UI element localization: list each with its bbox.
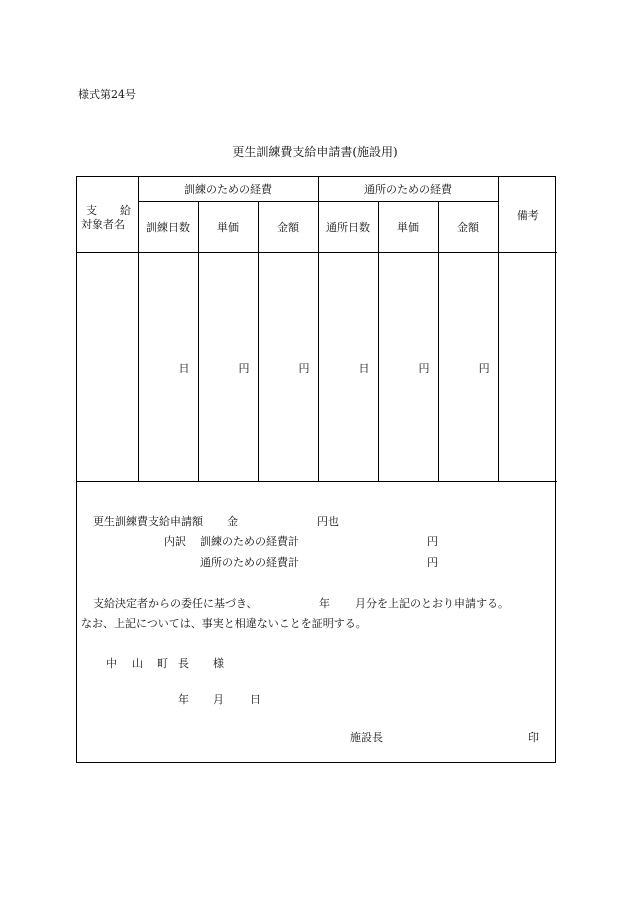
training-days-cell[interactable]: 日 <box>138 253 198 482</box>
training-unit-price-header: 単価 <box>198 202 258 253</box>
application-form <box>76 176 556 763</box>
addressee-char-1: 中 <box>106 657 117 670</box>
recipient-header-char-1: 支 <box>86 203 97 217</box>
training-amount-header: 金額 <box>258 202 318 253</box>
declaration-year: 年 <box>319 597 330 610</box>
declaration-line1-a: 支給決定者からの委任に基づき、 <box>93 597 258 610</box>
declaration-line1-b: 月分を上記のとおり申請する。 <box>355 597 509 610</box>
breakdown-label: 内訳 <box>164 535 186 548</box>
commute-unit-price-cell[interactable]: 円 <box>378 253 438 482</box>
date-month: 月 <box>213 693 224 706</box>
training-days-header: 訓練日数 <box>138 202 198 253</box>
yen-nari-label: 円也 <box>317 515 339 528</box>
facility-head-label: 施設長 <box>350 731 383 744</box>
expense-table <box>77 177 557 482</box>
remarks-cell[interactable] <box>498 253 557 482</box>
remarks-header: 備考 <box>498 177 557 253</box>
commute-days-header: 通所日数 <box>318 202 378 253</box>
commute-amount-cell[interactable]: 円 <box>438 253 498 482</box>
training-expense-group-header: 訓練のための経費 <box>138 177 318 202</box>
page-title: 更生訓練費支給申請書(施設用) <box>232 145 398 159</box>
addressee-char-2: 山 <box>132 657 143 670</box>
training-amount-cell[interactable]: 円 <box>258 253 318 482</box>
commute-amount-header: 金額 <box>438 202 498 253</box>
training-total-yen: 円 <box>427 535 438 548</box>
declaration-line2: なお、上記については、事実と相違ないことを証明する。 <box>81 617 367 630</box>
addressee-char-3: 町 <box>157 657 168 670</box>
training-unit-price-cell[interactable]: 円 <box>198 253 258 482</box>
addressee-char-4: 長 <box>178 657 189 670</box>
kin-label: 金 <box>227 515 238 528</box>
training-total-label: 訓練のための経費計 <box>200 535 299 548</box>
commute-days-cell[interactable]: 日 <box>318 253 378 482</box>
recipient-header-cell <box>77 177 138 253</box>
commute-total-yen: 円 <box>427 556 438 569</box>
commute-unit-price-header: 単価 <box>378 202 438 253</box>
date-year: 年 <box>178 693 189 706</box>
request-amount-label: 更生訓練費支給申請額 <box>93 515 203 528</box>
form-number: 様式第24号 <box>78 88 136 101</box>
seal-mark: 印 <box>528 731 539 744</box>
date-day: 日 <box>250 693 261 706</box>
recipient-header-label: 対象者名 <box>81 217 125 231</box>
commute-expense-group-header: 通所のための経費 <box>318 177 498 202</box>
recipient-name-cell[interactable] <box>77 253 138 482</box>
addressee-sama: 様 <box>213 657 224 670</box>
commute-total-label: 通所のための経費計 <box>200 556 299 569</box>
recipient-header-char-2: 給 <box>120 203 131 217</box>
